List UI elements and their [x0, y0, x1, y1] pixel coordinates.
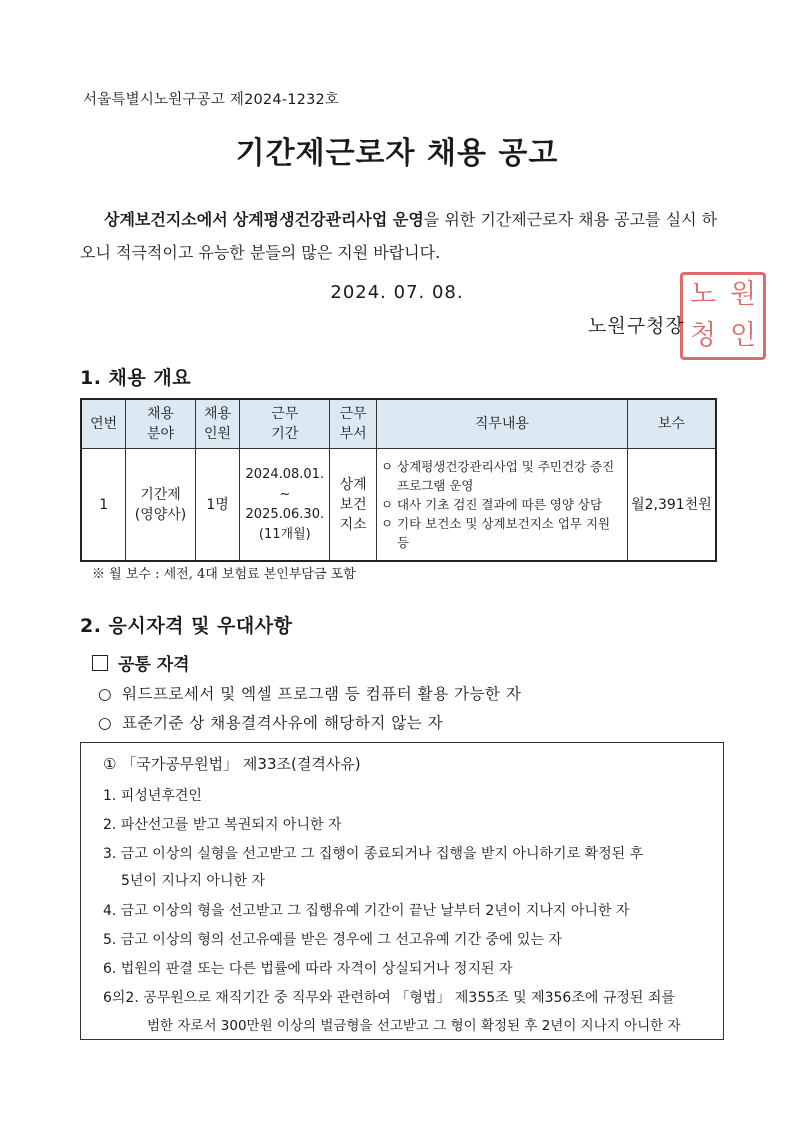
reason-item: 2. 파산선고를 받고 복권되지 아니한 자	[103, 817, 342, 833]
duty-item: ㅇ 대사 기초 검진 결과에 따른 영양 상담	[381, 497, 603, 512]
intro-bold-1: 상계보건지소에서	[104, 210, 228, 229]
seal-char-1: 노	[689, 279, 717, 310]
cell-period: 2024.08.01. ~ 2025.06.30. (11개월)	[240, 449, 330, 562]
table-row	[81, 449, 716, 562]
cell-pay: 월2,391천원	[627, 449, 716, 562]
common-qualification-heading	[92, 650, 190, 675]
disqualification-box	[80, 742, 724, 1040]
header-dept: 근무 부서	[330, 399, 377, 449]
pay-note: ※ 월 보수 : 세전, 4대 보험료 본인부담금 포함	[92, 567, 356, 582]
duty-item: ㅇ 기타 보건소 및 상계보건지소 업무 지원 등	[381, 516, 611, 550]
official-seal	[680, 272, 766, 360]
cell-field: 기간제 (영양사)	[126, 449, 195, 562]
header-field: 채용 분야	[126, 399, 195, 449]
reason-item: 5년이 지나지 아니한 자	[121, 873, 265, 889]
qualification-item: ○ 표준기준 상 채용결격사유에 해당하지 않는 자	[98, 714, 444, 732]
reason-item: 5. 금고 이상의 형의 선고유예를 받은 경우에 그 선고유예 기간 중에 있는 자	[103, 932, 562, 948]
header-duties: 직무내용	[377, 399, 628, 449]
cell-duties	[377, 449, 628, 562]
header-period: 근무 기간	[240, 399, 330, 449]
cell-no: 1	[81, 449, 126, 562]
seal-char-2: 원	[729, 279, 757, 310]
common-qualification-label: 공통 자격	[118, 655, 190, 675]
qualification-item: ○ 워드프로세서 및 엑셀 프로그램 등 컴퓨터 활용 가능한 자	[98, 685, 522, 703]
reason-item: 범한 자로서 300만원 이상의 벌금형을 선고받고 그 형이 확정된 후 2년이 지나지 아니한 자	[147, 1018, 681, 1034]
reason-item: 3. 금고 이상의 실형을 선고받고 그 집행이 종료되거나 집행을 받지 아니하기로 확정된 후	[103, 846, 644, 862]
reason-item: 6. 법원의 판결 또는 다른 법률에 따라 자격이 상실되거나 정지된 자	[103, 961, 513, 977]
table-header-row	[81, 399, 716, 449]
recruitment-table	[80, 398, 717, 562]
header-no: 연번	[81, 399, 126, 449]
cell-dept: 상계 보건 지소	[330, 449, 377, 562]
intro-plain-2: 을 위한 기간제근로자 채용 공고를 실시 하오니 적극적이고 유능한 분들의 많은 지원 바랍니다.	[80, 210, 718, 262]
section-1-title: 1. 채용 개요	[80, 367, 192, 389]
checkbox-square-icon	[92, 655, 108, 671]
header-count: 채용 인원	[195, 399, 240, 449]
issuer: 노원구청장	[588, 315, 685, 337]
reason-item: 1. 피성년후견인	[103, 788, 202, 804]
header-pay: 보수	[627, 399, 716, 449]
notice-date: 2024. 07. 08.	[330, 282, 464, 303]
cell-count: 1명	[195, 449, 240, 562]
intro-bold-2: 상계평생건강관리사업 운영	[232, 210, 424, 229]
seal-char-4: 인	[729, 320, 757, 351]
seal-char-3: 청	[689, 320, 717, 351]
section-2-title: 2. 응시자격 및 우대사항	[80, 615, 293, 637]
duty-item: ㅇ 상계평생건강관리사업 및 주민건강 증진 프로그램 운영	[381, 459, 615, 493]
intro-paragraph	[80, 203, 720, 269]
reason-item: 4. 금고 이상의 형을 선고받고 그 집행유예 기간이 끝난 날부터 2년이 지나지 아니한 자	[103, 903, 630, 919]
document-title: 기간제근로자 채용 공고	[235, 136, 559, 171]
notice-number: 서울특별시노원구공고 제2024-1232호	[83, 92, 340, 108]
reason-item: 6의2. 공무원으로 재직기간 중 직무와 관련하여 「형법」 제355조 및 제356조에 규정된 죄를	[103, 990, 675, 1006]
disqualification-title: ① 「국가공무원법」 제33조(결격사유)	[103, 755, 361, 773]
